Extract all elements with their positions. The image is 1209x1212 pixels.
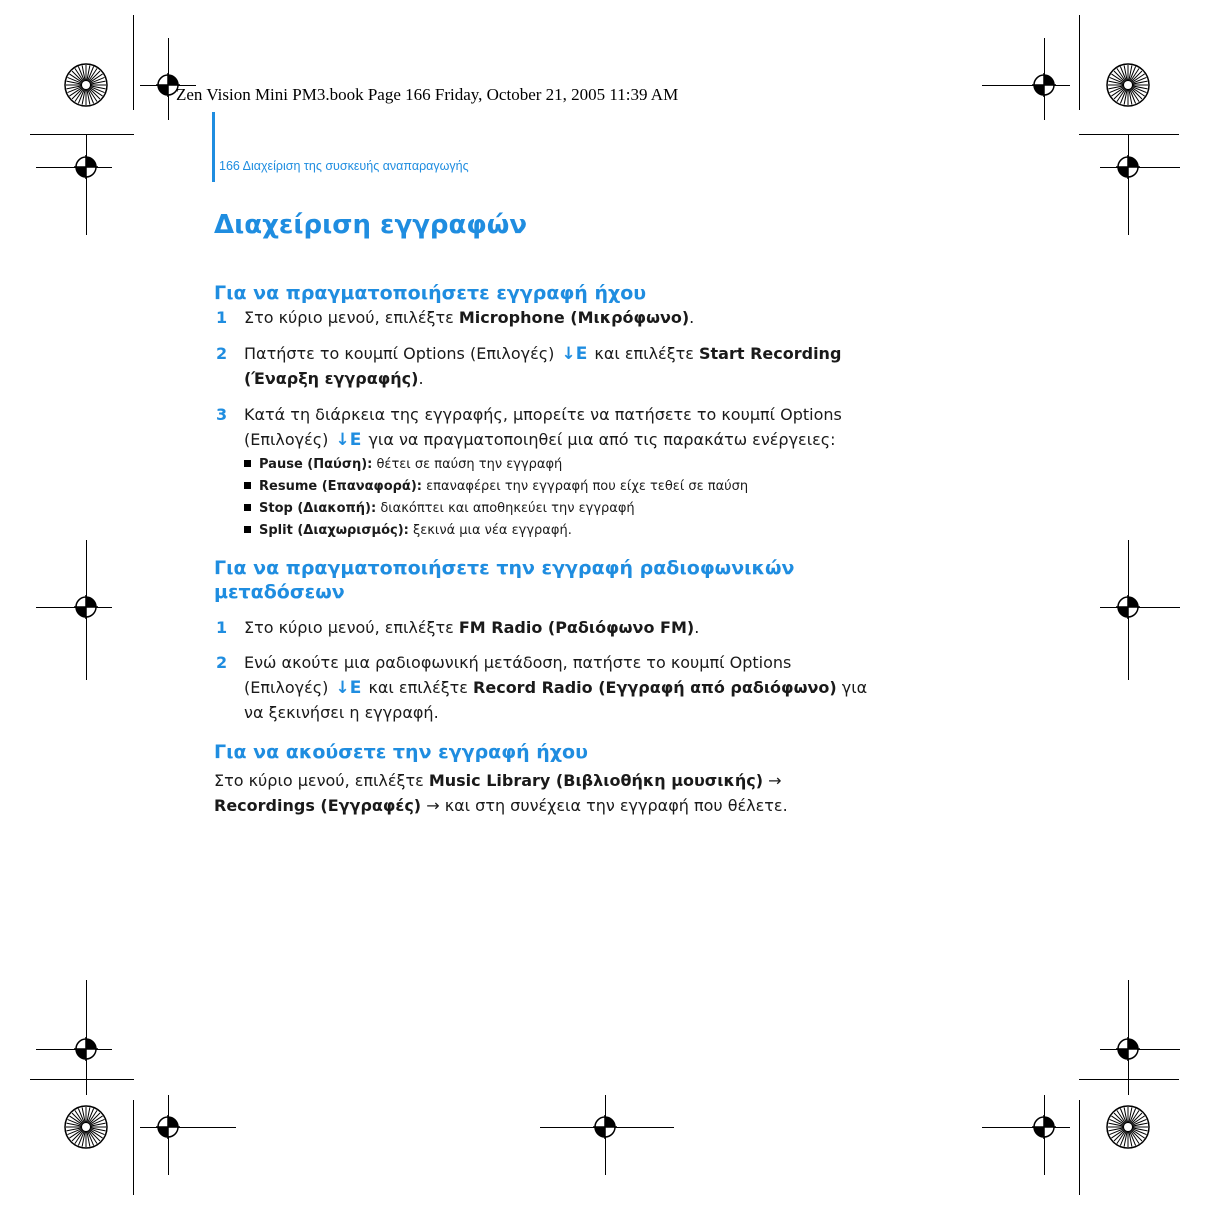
step-number: 2 xyxy=(216,653,228,672)
body-text-cont: Recordings (Εγγραφές) → και στη συνέχεια την εγγραφή που θέλετε. xyxy=(214,796,788,815)
step-number: 2 xyxy=(216,344,228,363)
body-text: Στο κύριο μενού, επιλέξτε Music Library (Βιβλιοθήκη μουσικής) → xyxy=(214,771,782,790)
step-text-cont: να ξεκινήσει η εγγραφή. xyxy=(244,703,439,722)
step-text-cont: (Επιλογές) ↓E για να πραγματοποιηθεί μια από τις παρακάτω ενέργειες: xyxy=(244,427,836,453)
step-text: Στο κύριο μενού, επιλέξτε Microphone (Μικρόφωνο). xyxy=(244,308,695,327)
step-text: Στο κύριο μενού, επιλέξτε FM Radio (Ραδιόφωνο FM). xyxy=(244,618,700,637)
step-number: 1 xyxy=(216,618,228,637)
section-heading-record-radio-cont: μεταδόσεων xyxy=(214,581,345,603)
section-heading-record-radio: Για να πραγματοποιήσετε την εγγραφή ραδιοφωνικών xyxy=(214,557,795,579)
section-heading-record-audio: Για να πραγματοποιήσετε εγγραφή ήχου xyxy=(214,282,647,304)
page-title: Διαχείριση εγγραφών xyxy=(214,210,528,240)
step-text: Πατήστε το κουμπί Options (Επιλογές) ↓E και επιλέξτε Start Recording xyxy=(244,341,841,367)
options-button-icon: ↓E xyxy=(335,678,362,698)
step-number: 1 xyxy=(216,308,228,327)
bullet-icon xyxy=(244,482,251,489)
list-item: Pause (Παύση): θέτει σε παύση την εγγραφή xyxy=(244,454,562,475)
bullet-icon xyxy=(244,460,251,467)
options-button-icon: ↓E xyxy=(335,430,362,450)
step-number: 3 xyxy=(216,405,228,424)
step-text-cont: (Επιλογές) ↓E και επιλέξτε Record Radio (Εγγραφή από ραδιόφωνο) για xyxy=(244,675,867,701)
running-head: 166 Διαχείριση της συσκευής αναπαραγωγής xyxy=(219,159,469,173)
book-header: Zen Vision Mini PM3.book Page 166 Friday, October 21, 2005 11:39 AM xyxy=(176,85,679,104)
bullet-icon xyxy=(244,526,251,533)
step-text: Κατά τη διάρκεια της εγγραφής, μπορείτε να πατήσετε το κουμπί Options xyxy=(244,405,842,424)
list-item: Resume (Επαναφορά): επαναφέρει την εγγραφή που είχε τεθεί σε παύση xyxy=(244,476,748,497)
options-button-icon: ↓E xyxy=(561,344,588,364)
step-text-cont: (Έναρξη εγγραφής). xyxy=(244,369,424,388)
list-item: Stop (Διακοπή): διακόπτει και αποθηκεύει την εγγραφή xyxy=(244,498,635,519)
list-item: Split (Διαχωρισμός): ξεκινά μια νέα εγγραφή. xyxy=(244,520,572,541)
margin-bar xyxy=(212,112,215,182)
section-heading-play-recording: Για να ακούσετε την εγγραφή ήχου xyxy=(214,741,588,763)
bullet-icon xyxy=(244,504,251,511)
step-text: Ενώ ακούτε μια ραδιοφωνική μετάδοση, πατήστε το κουμπί Options xyxy=(244,653,792,672)
